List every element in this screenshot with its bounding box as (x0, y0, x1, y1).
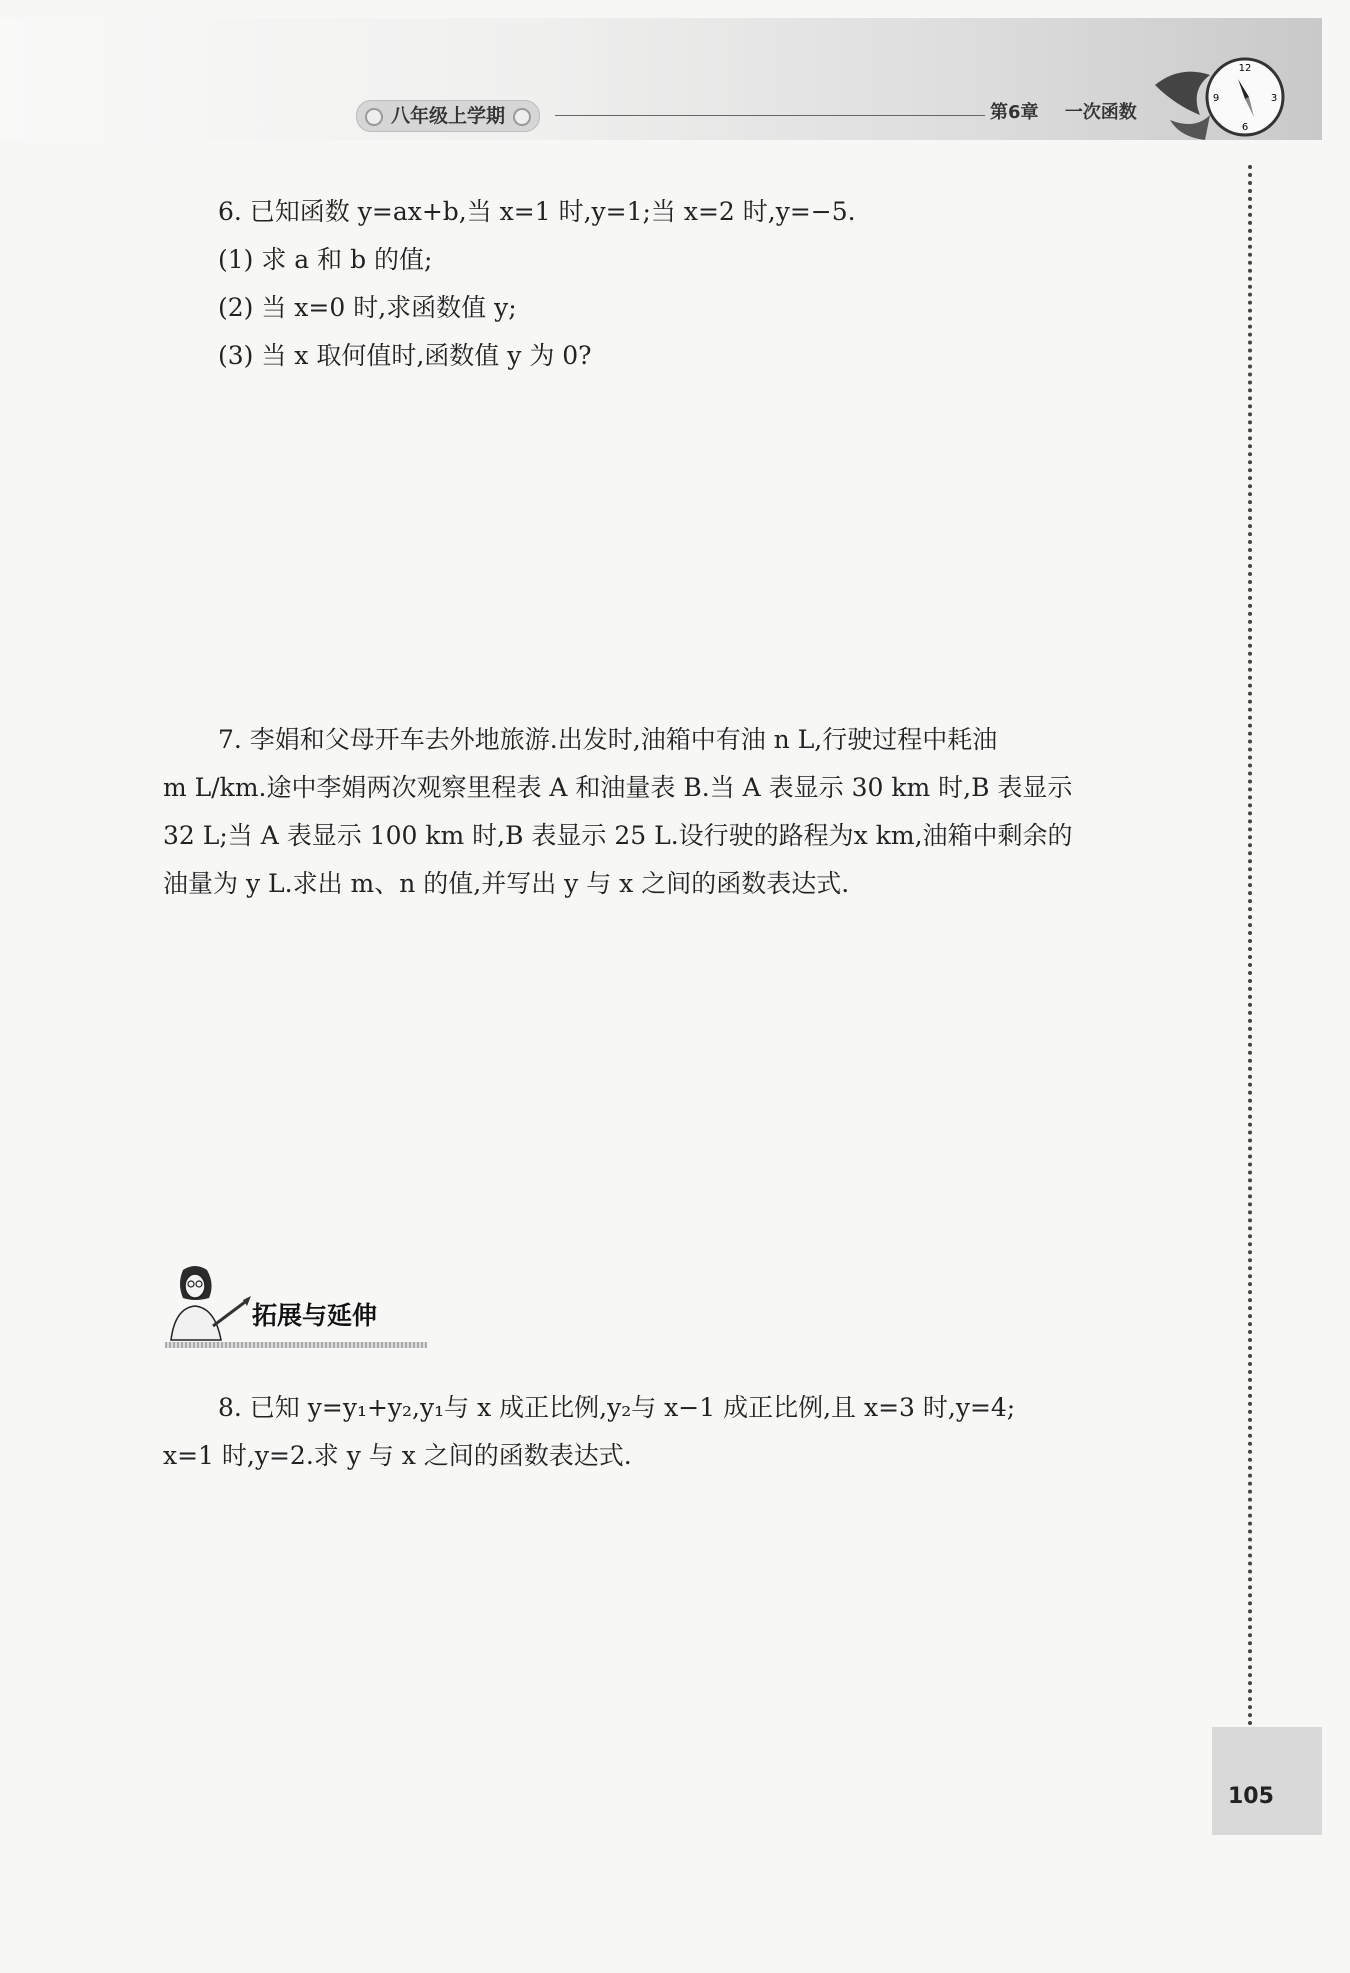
teacher-illustration (165, 1262, 255, 1344)
dotted-margin-line (1248, 165, 1252, 1735)
problem-8-line-2: x=1 时,y=2.求 y 与 x 之间的函数表达式. (163, 1441, 632, 1470)
grade-label: 八年级上学期 (356, 100, 540, 132)
problem-6-part-1: (1) 求 a 和 b 的值; (218, 245, 433, 274)
chapter-title: 一次函数 (1064, 102, 1137, 123)
chapter-heading (990, 98, 1137, 124)
problem-6-part-2: (2) 当 x=0 时,求函数值 y; (218, 293, 517, 322)
compass-icon (1150, 45, 1290, 150)
problem-6-part-3: (3) 当 x 取何值时,函数值 y 为 0? (218, 341, 592, 370)
header-rule (555, 115, 985, 116)
compass-label-6: 6 (1241, 122, 1249, 133)
compass-label-9: 9 (1212, 93, 1220, 104)
problem-6-statement: 6. 已知函数 y=ax+b,当 x=1 时,y=1;当 x=2 时,y=−5. (218, 197, 856, 226)
page-number: 105 (1228, 1784, 1274, 1809)
compass-label-12: 12 (1238, 63, 1252, 74)
problem-7-line-3: 32 L;当 A 表显示 100 km 时,B 表显示 25 L.设行驶的路程为x km,油箱中剩余的 (163, 821, 1073, 850)
chapter-number: 第6章 (990, 102, 1039, 123)
page-number-tab (1212, 1727, 1322, 1835)
problem-7-line-4: 油量为 y L.求出 m、n 的值,并写出 y 与 x 之间的函数表达式. (163, 869, 850, 898)
problem-8-line-1: 8. 已知 y=y₁+y₂,y₁与 x 成正比例,y₂与 x−1 成正比例,且 x=3 时,y=4; (218, 1393, 1016, 1422)
compass-label-3: 3 (1270, 93, 1278, 104)
problem-7-line-1: 7. 李娟和父母开车去外地旅游.出发时,油箱中有油 n L,行驶过程中耗油 (218, 725, 998, 754)
extension-section-rule (165, 1342, 427, 1348)
extension-section-title: 拓展与延伸 (252, 1301, 378, 1330)
problem-7-line-2: m L/km.途中李娟两次观察里程表 A 和油量表 B.当 A 表显示 30 km 时,B 表显示 (163, 773, 1073, 802)
